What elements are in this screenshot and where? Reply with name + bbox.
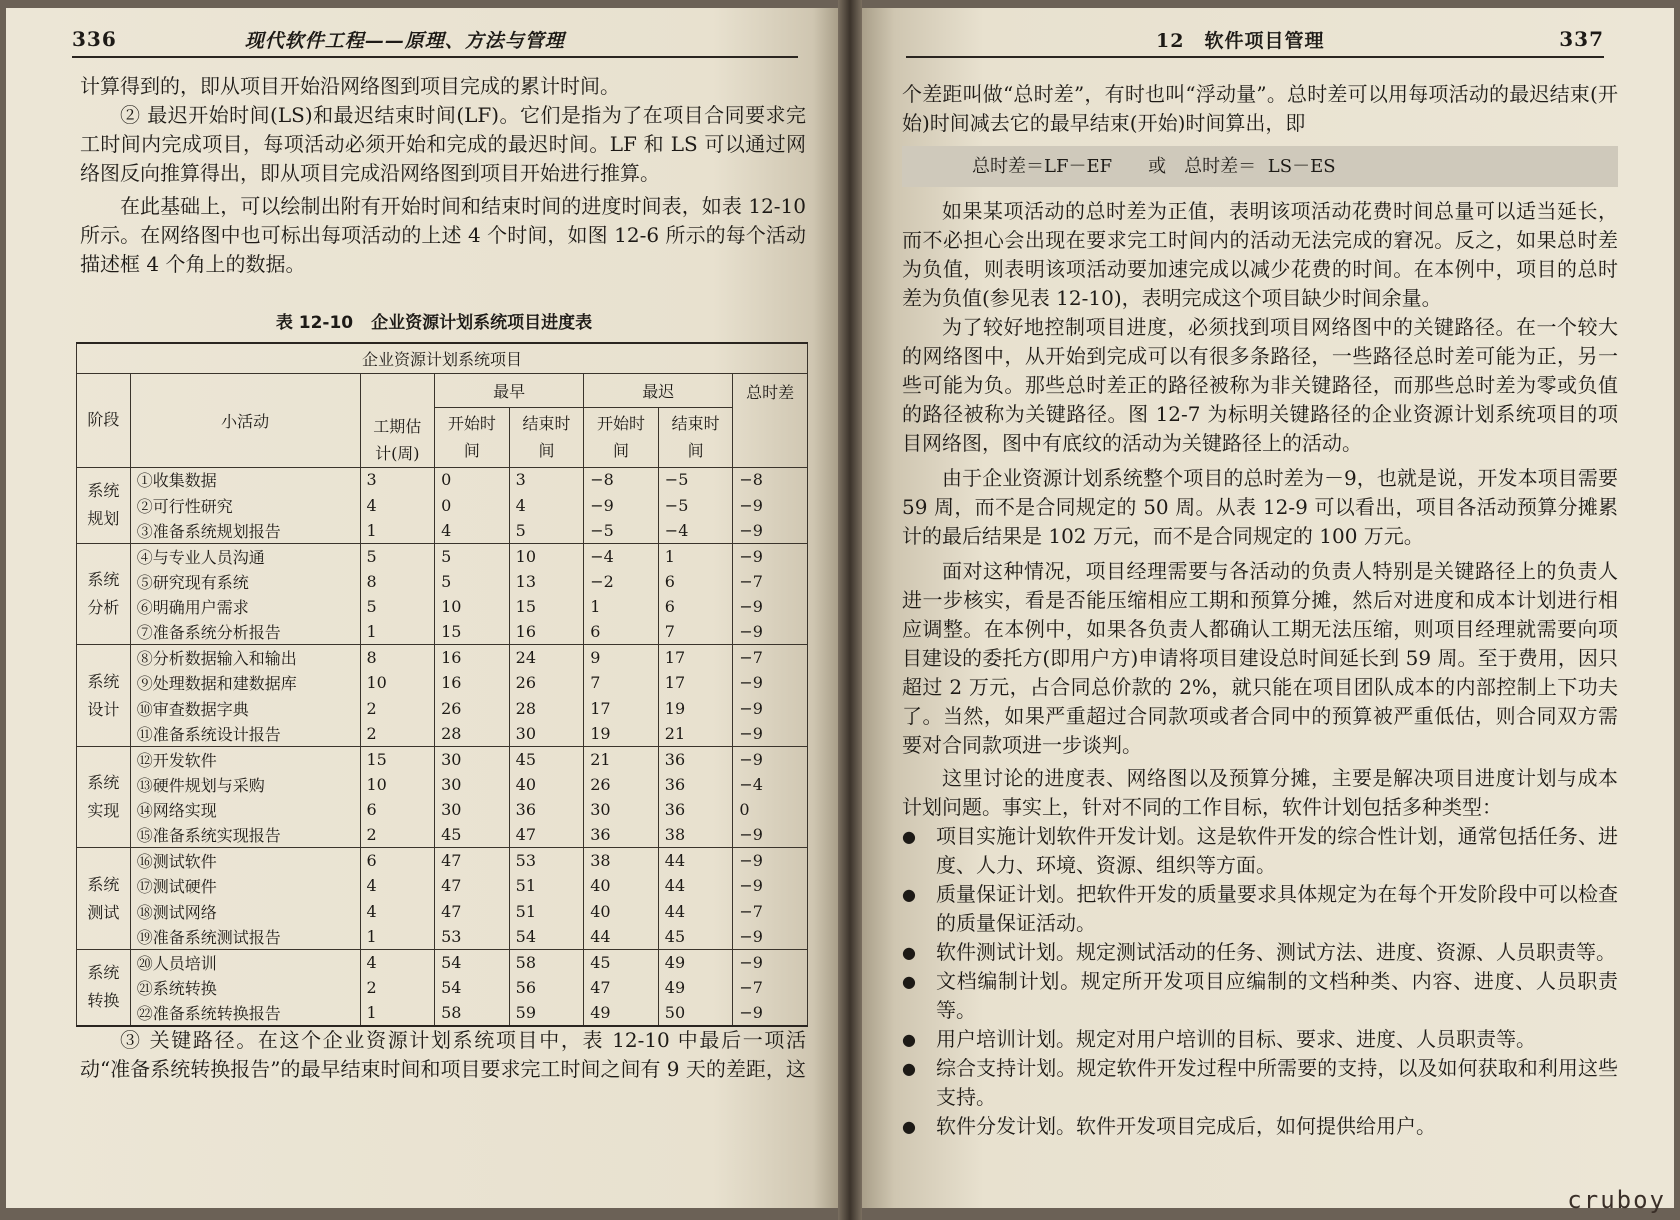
value-cell: −7 [733, 899, 808, 924]
value-cell: 1 [584, 594, 659, 619]
value-cell: −9 [733, 822, 808, 847]
header-ef: 结束时间 [509, 407, 584, 467]
value-cell: 10 [509, 543, 584, 568]
table-caption [80, 308, 806, 333]
value-cell: 56 [509, 975, 584, 1000]
table-row [77, 569, 808, 594]
activity-cell: ⑱测试网络 [130, 899, 360, 924]
value-cell: 38 [584, 848, 659, 873]
plan-type-list [902, 822, 1618, 1141]
value-cell: 7 [584, 670, 659, 695]
list-item: ● 软件测试计划。规定测试活动的任务、测试方法、进度、资源、人员职责等。 [902, 938, 1618, 967]
activity-cell: ⑨处理数据和建数据库 [130, 670, 360, 695]
header-latest: 最迟 [584, 373, 733, 407]
activity-cell: ③准备系统规划报告 [130, 518, 360, 543]
list-item: ● 综合支持计划。规定软件开发过程中所需要的支持，以及如何获取和利用这些支持。 [902, 1054, 1618, 1112]
value-cell: 58 [435, 1000, 510, 1025]
stage-cell: 系统设计 [77, 645, 131, 747]
value-cell: 0 [435, 492, 510, 517]
right-running-title: 12 软件项目管理 [1156, 29, 1325, 52]
value-cell: 19 [584, 721, 659, 746]
value-cell: 47 [435, 848, 510, 873]
value-cell: 10 [435, 594, 510, 619]
value-cell: 4 [509, 492, 584, 517]
value-cell: 13 [509, 569, 584, 594]
value-cell: −9 [584, 492, 659, 517]
value-cell: 45 [435, 822, 510, 847]
value-cell: 36 [658, 772, 733, 797]
value-cell: 26 [584, 772, 659, 797]
header-slack: 总时差 [733, 373, 808, 467]
table-row [77, 822, 808, 847]
value-cell: 44 [658, 873, 733, 898]
table-row [77, 696, 808, 721]
list-item: ● 项目实施计划软件开发计划。这是软件开发的综合性计划，通常包括任务、进度、人力、环境、资源、组织等方面。 [902, 822, 1618, 880]
table-project-name: 企业资源计划系统项目 [77, 343, 808, 373]
activity-cell: ⑬硬件规划与采购 [130, 772, 360, 797]
value-cell: 6 [360, 848, 435, 873]
value-cell: 0 [733, 797, 808, 822]
right-page [862, 8, 1674, 1208]
stage-cell: 系统测试 [77, 848, 131, 950]
paragraph: 这里讨论的进度表、网络图以及预算分摊，主要是解决项目进度计划与成本计划问题。事实上，针对不同的工作目标，软件计划包括多种类型： [902, 766, 1618, 819]
slack-formula: 总时差＝LF－EF 或 总时差＝ LS－ES [902, 146, 1618, 187]
value-cell: 49 [658, 975, 733, 1000]
value-cell: 15 [435, 619, 510, 644]
value-cell: 44 [658, 899, 733, 924]
value-cell: 30 [509, 721, 584, 746]
value-cell: −9 [733, 670, 808, 695]
table-row [77, 772, 808, 797]
value-cell: 19 [658, 696, 733, 721]
table-row [77, 518, 808, 543]
value-cell: 59 [509, 1000, 584, 1025]
value-cell: −8 [584, 467, 659, 492]
value-cell: 26 [435, 696, 510, 721]
value-cell: 16 [435, 645, 510, 670]
value-cell: 54 [435, 949, 510, 974]
value-cell: −5 [658, 467, 733, 492]
paragraph: 为了较好地控制项目进度，必须找到项目网络图中的关键路径。在一个较大的网络图中，从开始到完成可以有很多条路径，一些路径总时差可能为正，另一些可能为负。那些总时差正的路径被称为非关键路径，而那些总时差为零或负值的路径被称为关键路径。图 12-7 为标明关键路径的企业资源计划系统项目的项目网络图，图中有底纹的活动为关键路径上的活动。 [902, 315, 1618, 455]
header-stage: 阶段 [77, 373, 131, 467]
value-cell: 4 [360, 492, 435, 517]
paragraph: ② 最迟开始时间(LS)和最迟结束时间(LF)。它们是指为了在项目合同要求完工时间内完成项目，每项活动必须开始和完成的最迟时间。LF 和 LS 可以通过网络图反向推算得出，即从项目完成沿网络图到项目开始进行推算。 [80, 103, 806, 185]
value-cell: 2 [360, 822, 435, 847]
left-page-number: 336 [72, 27, 117, 51]
value-cell: 15 [509, 594, 584, 619]
value-cell: −4 [733, 772, 808, 797]
list-item: ● 用户培训计划。规定对用户培训的目标、要求、进度、人员职责等。 [902, 1025, 1618, 1054]
activity-cell: ⑥明确用户需求 [130, 594, 360, 619]
value-cell: −9 [733, 594, 808, 619]
activity-cell: ⑤研究现有系统 [130, 569, 360, 594]
value-cell: −9 [733, 721, 808, 746]
value-cell: 17 [658, 670, 733, 695]
stage-cell: 系统转换 [77, 949, 131, 1025]
table-row [77, 975, 808, 1000]
right-page-number: 337 [1559, 27, 1604, 51]
value-cell: 47 [584, 975, 659, 1000]
activity-cell: ⑮准备系统实现报告 [130, 822, 360, 847]
value-cell: 2 [360, 696, 435, 721]
value-cell: 3 [360, 467, 435, 492]
value-cell: 50 [658, 1000, 733, 1025]
value-cell: −9 [733, 492, 808, 517]
value-cell: 6 [584, 619, 659, 644]
value-cell: −9 [733, 924, 808, 949]
right-running-header [906, 22, 1604, 58]
table-row [77, 873, 808, 898]
value-cell: 5 [360, 543, 435, 568]
value-cell: 17 [584, 696, 659, 721]
value-cell: 30 [584, 797, 659, 822]
value-cell: 44 [584, 924, 659, 949]
list-item: ● 文档编制计划。规定所开发项目应编制的文档种类、内容、进度、人员职责等。 [902, 967, 1618, 1025]
value-cell: 51 [509, 899, 584, 924]
activity-cell: ⑫开发软件 [130, 746, 360, 771]
table-row [77, 899, 808, 924]
left-running-title: 现代软件工程——原理、方法与管理 [244, 29, 565, 52]
value-cell: 16 [509, 619, 584, 644]
value-cell: 30 [435, 797, 510, 822]
value-cell: 36 [658, 797, 733, 822]
value-cell: −7 [733, 569, 808, 594]
value-cell: 26 [509, 670, 584, 695]
value-cell: −7 [733, 645, 808, 670]
table-number: 表 12-10 [275, 313, 354, 333]
value-cell: 2 [360, 721, 435, 746]
stage-cell: 系统实现 [77, 746, 131, 848]
right-text [902, 80, 1618, 1141]
value-cell: 40 [584, 899, 659, 924]
value-cell: −9 [733, 619, 808, 644]
activity-cell: ⑧分析数据输入和输出 [130, 645, 360, 670]
value-cell: 4 [435, 518, 510, 543]
value-cell: 6 [658, 569, 733, 594]
value-cell: 24 [509, 645, 584, 670]
value-cell: 30 [435, 772, 510, 797]
activity-cell: ④与专业人员沟通 [130, 543, 360, 568]
paragraph: 计算得到的，即从项目开始沿网络图到项目完成的累计时间。 [80, 74, 620, 98]
value-cell: −5 [584, 518, 659, 543]
left-page [6, 8, 838, 1208]
value-cell: 54 [509, 924, 584, 949]
value-cell: 1 [658, 543, 733, 568]
activity-cell: ⑦准备系统分析报告 [130, 619, 360, 644]
paragraph: ③ 关键路径。在这个企业资源计划系统项目中，表 12-10 中最后一项活动“准备系统转换报告”的最早结束时间和项目要求完工时间之间有 9 天的差距，这 [80, 1028, 806, 1081]
value-cell: −9 [733, 848, 808, 873]
value-cell: 6 [360, 797, 435, 822]
list-item: ● 质量保证计划。把软件开发的质量要求具体规定为在每个开发阶段中可以检查的质量保证活动。 [902, 880, 1618, 938]
value-cell: −2 [584, 569, 659, 594]
header-earliest: 最早 [435, 373, 584, 407]
value-cell: 45 [509, 746, 584, 771]
table-row [77, 721, 808, 746]
value-cell: 16 [435, 670, 510, 695]
schedule-table [76, 342, 808, 1027]
value-cell: 51 [509, 873, 584, 898]
table-row [77, 848, 808, 873]
table-row [77, 594, 808, 619]
value-cell: 40 [509, 772, 584, 797]
value-cell: 1 [360, 619, 435, 644]
value-cell: −4 [658, 518, 733, 543]
value-cell: −7 [733, 975, 808, 1000]
value-cell: 2 [360, 975, 435, 1000]
value-cell: 53 [435, 924, 510, 949]
value-cell: 58 [509, 949, 584, 974]
activity-cell: ⑩审查数据字典 [130, 696, 360, 721]
left-top-text [80, 72, 806, 279]
value-cell: −9 [733, 1000, 808, 1025]
value-cell: 45 [584, 949, 659, 974]
value-cell: 4 [360, 899, 435, 924]
value-cell: 36 [584, 822, 659, 847]
value-cell: 6 [658, 594, 733, 619]
value-cell: 8 [360, 645, 435, 670]
value-cell: 17 [658, 645, 733, 670]
value-cell: −5 [658, 492, 733, 517]
table-row [77, 467, 808, 492]
value-cell: 5 [435, 543, 510, 568]
watermark: cruboy [1567, 1186, 1666, 1214]
value-cell: 36 [658, 746, 733, 771]
left-bottom-text [80, 1026, 806, 1084]
value-cell: 45 [658, 924, 733, 949]
table-row [77, 619, 808, 644]
value-cell: 10 [360, 772, 435, 797]
value-cell: −9 [733, 949, 808, 974]
value-cell: 1 [360, 924, 435, 949]
value-cell: 40 [584, 873, 659, 898]
activity-cell: ⑪准备系统设计报告 [130, 721, 360, 746]
value-cell: −9 [733, 543, 808, 568]
value-cell: 10 [360, 670, 435, 695]
table-row [77, 746, 808, 771]
header-es: 开始时间 [435, 407, 510, 467]
paragraph: 在此基础上，可以绘制出附有开始时间和结束时间的进度时间表，如表 12-10 所示。在网络图中也可标出每项活动的上述 4 个时间，如图 12-6 所示的每个活动描述框 4 个角上的数据。 [80, 194, 806, 276]
header-ls: 开始时间 [584, 407, 659, 467]
value-cell: 3 [509, 467, 584, 492]
value-cell: −8 [733, 467, 808, 492]
activity-cell: ②可行性研究 [130, 492, 360, 517]
activity-cell: ㉒准备系统转换报告 [130, 1000, 360, 1025]
value-cell: −4 [584, 543, 659, 568]
value-cell: 28 [435, 721, 510, 746]
value-cell: −9 [733, 746, 808, 771]
list-item: ● 软件分发计划。软件开发项目完成后，如何提供给用户。 [902, 1112, 1618, 1141]
value-cell: 30 [435, 746, 510, 771]
value-cell: 4 [360, 873, 435, 898]
paragraph: 如果某项活动的总时差为正值，表明该项活动花费时间总量可以适当延长，而不必担心会出现在要求完工时间内的活动无法完成的窘况。反之，如果总时差为负值，则表明该项活动要加速完成以减少花费的时间。在本例中，项目的总时差为负值(参见表 12-10)，表明完成这个项目缺少时间余量。 [902, 199, 1618, 310]
activity-cell: ①收集数据 [130, 467, 360, 492]
value-cell: 8 [360, 569, 435, 594]
value-cell: −9 [733, 696, 808, 721]
header-lf: 结束时间 [658, 407, 733, 467]
activity-cell: ㉑系统转换 [130, 975, 360, 1000]
header-activity: 小活动 [130, 373, 360, 467]
value-cell: −9 [733, 873, 808, 898]
activity-cell: ⑲准备系统测试报告 [130, 924, 360, 949]
value-cell: 5 [360, 594, 435, 619]
value-cell: 49 [658, 949, 733, 974]
value-cell: 28 [509, 696, 584, 721]
paragraph: 由于企业资源计划系统整个项目的总时差为－9，也就是说，开发本项目需要 59 周，而不是合同规定的 50 周。从表 12-9 可以看出，项目各活动预算分摊累计的最后结果是 102 万元，而不是合同规定的 100 万元。 [902, 466, 1618, 548]
table-row [77, 492, 808, 517]
table-row [77, 949, 808, 974]
activity-cell: ⑳人员培训 [130, 949, 360, 974]
table-title: 企业资源计划系统项目进度表 [371, 313, 593, 333]
left-running-header [72, 22, 798, 58]
stage-cell: 系统规划 [77, 467, 131, 543]
value-cell: 54 [435, 975, 510, 1000]
table-row [77, 543, 808, 568]
value-cell: 5 [435, 569, 510, 594]
stage-cell: 系统分析 [77, 543, 131, 645]
table-row [77, 1000, 808, 1025]
book-gutter [838, 0, 862, 1220]
value-cell: −9 [733, 518, 808, 543]
value-cell: 38 [658, 822, 733, 847]
activity-cell: ⑰测试硬件 [130, 873, 360, 898]
table-row [77, 670, 808, 695]
value-cell: 0 [435, 467, 510, 492]
paragraph: 个差距叫做“总时差”，有时也叫“浮动量”。总时差可以用每项活动的最迟结束(开始)时间减去它的最早结束(开始)时间算出，即 [902, 82, 1618, 135]
value-cell: 49 [584, 1000, 659, 1025]
value-cell: 36 [509, 797, 584, 822]
value-cell: 47 [509, 822, 584, 847]
value-cell: 21 [658, 721, 733, 746]
value-cell: 1 [360, 518, 435, 543]
table-row [77, 797, 808, 822]
value-cell: 1 [360, 1000, 435, 1025]
table-row [77, 924, 808, 949]
value-cell: 21 [584, 746, 659, 771]
paragraph: 面对这种情况，项目经理需要与各活动的负责人特别是关键路径上的负责人进一步核实，看是否能压缩相应工期和预算分摊，然后对进度和成本计划进行相应调整。在本例中，如果各负责人都确认工期无法压缩，则项目经理就需要向项目建设的委托方(即用户方)申请将项目建设总时间延长到 59 周。至于费用，因只超过 2 万元，占合同总价款的 2%，就只能在项目团队成本的内部控制上下功夫了。当然，如果严重超过合同款项或者合同中的预算被严重低估，则合同双方需要对合同款项进一步谈判。 [902, 559, 1618, 757]
header-duration: 工期估计(周) [360, 373, 435, 467]
value-cell: 5 [509, 518, 584, 543]
value-cell: 44 [658, 848, 733, 873]
value-cell: 9 [584, 645, 659, 670]
value-cell: 4 [360, 949, 435, 974]
activity-cell: ⑭网络实现 [130, 797, 360, 822]
value-cell: 15 [360, 746, 435, 771]
value-cell: 47 [435, 899, 510, 924]
value-cell: 7 [658, 619, 733, 644]
value-cell: 53 [509, 848, 584, 873]
activity-cell: ⑯测试软件 [130, 848, 360, 873]
table-row [77, 645, 808, 670]
value-cell: 47 [435, 873, 510, 898]
